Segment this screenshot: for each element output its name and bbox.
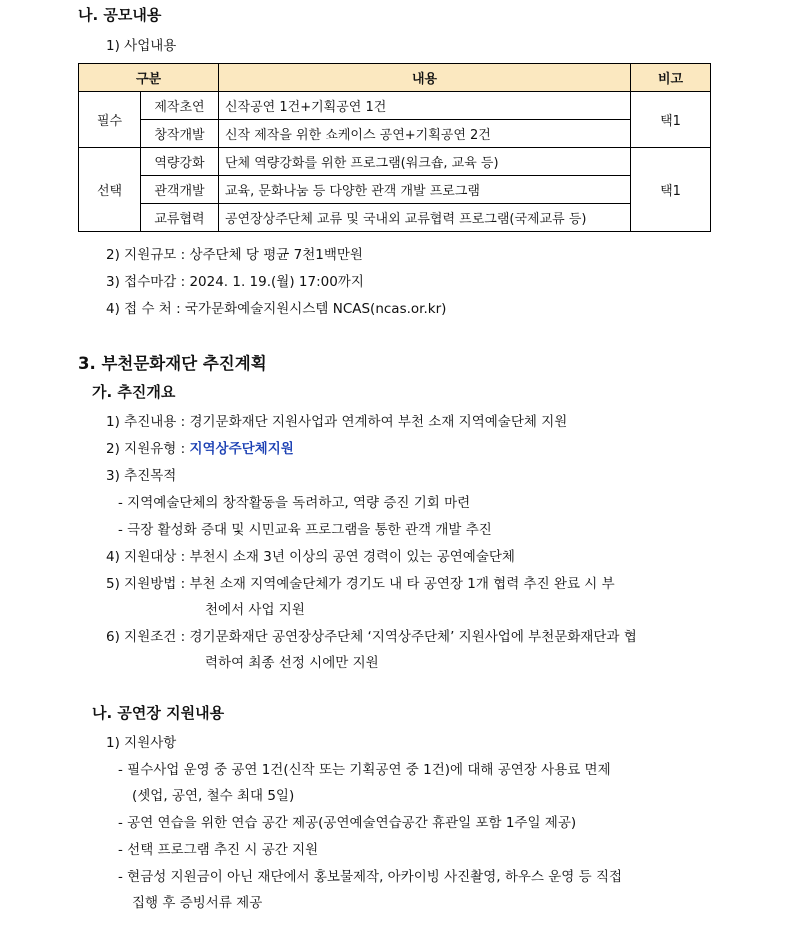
row-subcategory: 창작개발 xyxy=(141,120,219,148)
item-submission: 4) 접 수 처 : 국가문화예술지원시스템 NCAS(ncas.or.kr) xyxy=(106,301,447,317)
purpose-bullet: - 지역예술단체의 창작활동을 독려하고, 역량 증진 기회 마련 xyxy=(118,495,471,511)
item-target: 4) 지원대상 : 부천시 소재 3년 이상의 공연 경력이 있는 공연예술단체 xyxy=(106,549,515,565)
program-table xyxy=(78,63,711,232)
row-subcategory: 교류협력 xyxy=(141,204,219,232)
item-support-scale: 2) 지원규모 : 상주단체 당 평균 7천1백만원 xyxy=(106,247,363,263)
support-bullet: - 선택 프로그램 추진 시 공간 지원 xyxy=(118,842,319,858)
support-bullet-cont: (셋업, 공연, 철수 최대 5일) xyxy=(132,788,295,804)
group-note-required: 택1 xyxy=(631,92,711,148)
table-row xyxy=(79,92,711,120)
row-content: 교육, 문화나눔 등 다양한 관객 개발 프로그램 xyxy=(219,176,631,204)
purpose-bullet: - 극장 활성화 증대 및 시민교육 프로그램을 통한 관객 개발 추진 xyxy=(118,522,492,538)
header-note: 비고 xyxy=(631,64,711,92)
item-purpose: 3) 추진목적 xyxy=(106,468,177,484)
support-bullet: - 공연 연습을 위한 연습 공간 제공(공연예술연습공간 휴관일 포함 1주일 제공) xyxy=(118,815,577,831)
header-content: 내용 xyxy=(219,64,631,92)
table-row xyxy=(79,148,711,176)
support-bullet: - 필수사업 운영 중 공연 1건(신작 또는 기획공연 중 1건)에 대해 공연장 사용료 면제 xyxy=(118,762,611,778)
group-note-optional: 택1 xyxy=(631,148,711,232)
section-heading-recruitment: 나. 공모내용 xyxy=(78,6,162,24)
row-content: 단체 역량강화를 위한 프로그램(워크숍, 교육 등) xyxy=(219,148,631,176)
table-row xyxy=(79,176,711,204)
support-bullet-cont: 집행 후 증빙서류 제공 xyxy=(132,895,263,911)
item-method-cont: 천에서 사업 지원 xyxy=(205,602,305,618)
item-condition-cont: 력하여 최종 선정 시에만 지원 xyxy=(205,655,379,671)
item-method: 5) 지원방법 : 부천 소재 지역예술단체가 경기도 내 타 공연장 1개 협력 추진 완료 시 부 xyxy=(106,576,615,592)
subheading-venue-support: 나. 공연장 지원내용 xyxy=(92,704,225,722)
row-content: 신작 제작을 위한 쇼케이스 공연+기획공연 2건 xyxy=(219,120,631,148)
subheading-overview: 가. 추진개요 xyxy=(92,383,176,401)
row-subcategory: 역량강화 xyxy=(141,148,219,176)
row-content: 공연장상주단체 교류 및 국내외 교류협력 프로그램(국제교류 등) xyxy=(219,204,631,232)
item-support-type xyxy=(106,437,294,457)
header-category: 구분 xyxy=(79,64,219,92)
group-label-required: 필수 xyxy=(79,92,141,148)
item-condition: 6) 지원조건 : 경기문화재단 공연장상주단체 ‘지역상주단체’ 지원사업에 부천문화재단과 협 xyxy=(106,629,637,645)
support-type-value: 지역상주단체지원 xyxy=(189,441,294,457)
row-subcategory: 관객개발 xyxy=(141,176,219,204)
support-bullet: - 현금성 지원금이 아닌 재단에서 홍보물제작, 아카이빙 사진촬영, 하우스 운영 등 직접 xyxy=(118,869,623,885)
item-support-details: 1) 지원사항 xyxy=(106,735,177,751)
support-type-label: 2) 지원유형 : xyxy=(106,441,190,457)
item-deadline: 3) 접수마감 : 2024. 1. 19.(월) 17:00까지 xyxy=(106,274,364,290)
table-header-row xyxy=(79,64,711,92)
table-row xyxy=(79,204,711,232)
row-content: 신작공연 1건+기획공연 1건 xyxy=(219,92,631,120)
item-business-content: 1) 사업내용 xyxy=(106,38,177,54)
row-subcategory: 제작초연 xyxy=(141,92,219,120)
item-plan-content: 1) 추진내용 : 경기문화재단 지원사업과 연계하여 부천 소재 지역예술단체 지원 xyxy=(106,414,568,430)
group-label-optional: 선택 xyxy=(79,148,141,232)
section-heading-plan: 3. 부천문화재단 추진계획 xyxy=(78,354,267,373)
table-row xyxy=(79,120,711,148)
